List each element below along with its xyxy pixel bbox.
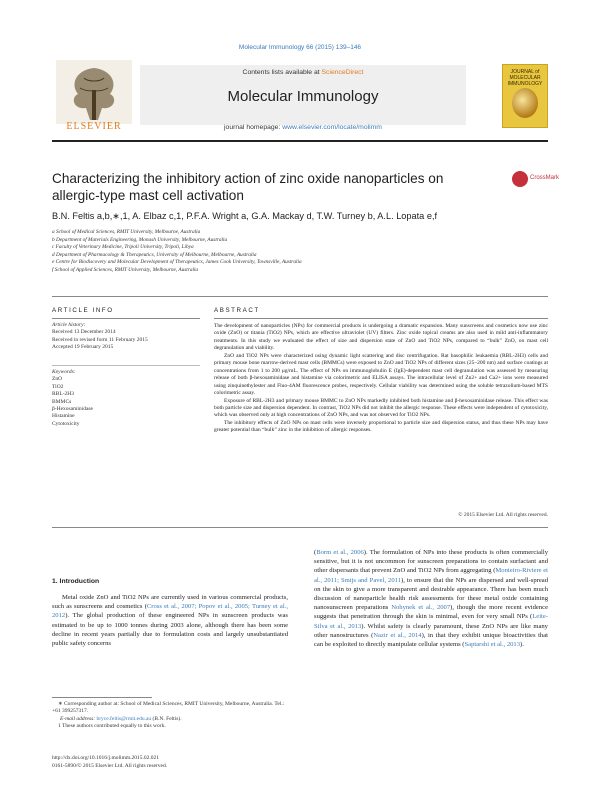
journal-cover-art bbox=[512, 88, 538, 118]
equal-contribution-note: 1 These authors contributed equally to this work. bbox=[58, 723, 166, 730]
doi-link[interactable]: http://dx.doi.org/10.1016/j.molimm.2015.02.021 bbox=[52, 755, 160, 761]
article-title: Characterizing the inhibitory action of zinc oxide nanoparticles on allergic-type mast cell activation bbox=[52, 171, 444, 203]
article-info-label: ARTICLE INFO bbox=[52, 307, 114, 314]
journal-title: Molecular Immunology bbox=[227, 88, 379, 105]
abstract-paragraph: The development of nanoparticles (NPs) for commercial products is undergoing a dramatic expansion. Many sunscreens and cosmetics now use zinc oxide (ZnO) or titania (TiO2) NPs, which are effective ultraviolet (UV) filters. Zinc oxide topical creams are also used in mild anti-inflammatory treatments. In this study we evaluated the effect of size and dispersion state of ZnO and TiO2 NPs, compared to “bulk” ZnO, on mast cell degranulation and viability. bbox=[214, 323, 548, 352]
citation-link[interactable]: Cross et al., 2007; Popov et al., 2005; Turney et al., 2012 bbox=[52, 603, 288, 620]
affiliation: c Faculty of Veterinary Medicine, Tripoli University, Tripoli, Libya bbox=[52, 244, 194, 251]
history-revised: Received in revised form 11 February 2015 bbox=[52, 336, 148, 343]
affiliations bbox=[52, 229, 548, 275]
keyword: β-Hexosaminidase bbox=[52, 406, 93, 413]
abstract-rule bbox=[214, 318, 548, 319]
body-text: ). Whilst safety is clearly paramount, these ZnO NPs are like many other nanostructures ( bbox=[314, 622, 548, 639]
citation-link[interactable]: Monteiro-Riviere et al., 2011; Smijs and Pavel, 2011 bbox=[314, 567, 548, 584]
body-text: Metal oxide ZnO and TiO2 NPs are currently used in various commercial products, such as sunscreens and cosmetics ( bbox=[52, 594, 288, 611]
abstract-bottom-rule bbox=[52, 527, 548, 528]
keywords-rule bbox=[52, 365, 200, 366]
footnotes bbox=[52, 701, 288, 731]
keyword: ZnO bbox=[52, 376, 63, 383]
body-text: ), though the more recent evidence suggests that penetration through the skin is minimal, even for very small NPs ( bbox=[314, 604, 549, 621]
elsevier-tree-logo bbox=[56, 60, 132, 124]
publisher-name: ELSEVIER bbox=[66, 121, 122, 132]
journal-cover-title: JOURNAL of MOLECULAR IMMUNOLOGY bbox=[507, 69, 543, 87]
introduction-heading: 1. Introduction bbox=[52, 578, 100, 585]
citation-link[interactable]: Borm et al., 2006 bbox=[316, 549, 364, 556]
history-received: Received 13 December 2014 bbox=[52, 329, 116, 336]
citation-link[interactable]: Saptarshi et al., 2013 bbox=[464, 641, 521, 649]
citation-link[interactable]: Leite-Silva et al., 2013 bbox=[314, 613, 548, 630]
header-divider bbox=[52, 140, 548, 142]
abstract-paragraph: ZnO and TiO2 NPs were characterized using dynamic light scattering and disc centrifugation. Rat basophilic leukaemia (RBL-2H3) cells and primary mouse bone marrow-derived mast cells (BMMCs) were exposed to ZnO and TiO2 NPs of different sizes (25–200 nm) and surface coatings at concentrations from 1 to 200 μg/mL. The effect of NPs on immunoglobulin E (IgE)-dependent mast cell degranulation was assessed by measuring release of both β-hexosaminidase and histamine via colorimetric and ELISA assays. The intracellular level of Zn2+ and Ca2+ ions were measured using zinquinethylester and Fluo-4AM fluorescence probes, respectively. Cellular viability was determined using the soluble tetrazolium-based MTS colorimetric assay. bbox=[214, 352, 548, 397]
history-accepted: Accepted 19 February 2015 bbox=[52, 344, 114, 351]
affiliation: d Department of Pharmacology & Therapeutics, University of Melbourne, Melbourne, Australia bbox=[52, 251, 257, 258]
crossmark-label[interactable]: CrossMark bbox=[530, 175, 560, 181]
affiliation: a School of Medical Sciences, RMIT University, Melbourne, Australia bbox=[52, 229, 201, 235]
email-note: E-mail address: bryce.feltis@rmit.edu.au (B.N. Feltis). bbox=[60, 715, 182, 722]
keywords-label: Keywords: bbox=[52, 369, 76, 375]
abstract-label: ABSTRACT bbox=[214, 307, 260, 314]
email-link[interactable]: bryce.feltis@rmit.edu.au bbox=[96, 715, 152, 722]
homepage-link[interactable]: www.elsevier.com/locate/molimm bbox=[282, 124, 382, 131]
body-text: ). The global production of these engineered NPs in sunscreen products was estimated to be up to 1000 tonnes during 2003 alone, although there has been some decline in recent years partially due to formulation costs and largely unsubstantiated public safety concerns bbox=[52, 612, 288, 648]
introduction-right-column bbox=[314, 548, 548, 649]
abstract-paragraph: Exposure of RBL-2H3 and primary mouse BMMC to ZnO NPs markedly inhibited both histamine and β-hexosaminidase release. This effect was both particle size and dispersion dependent. In contrast, TiO2 NPs did not inhibit the allergic response. These effects were independent of cytotoxicity, which was observed only at high concentrations of ZnO NPs, and was not observed for TiO2 NPs. bbox=[214, 397, 548, 419]
keyword: RBL-2H3 bbox=[52, 391, 74, 398]
body-text: ( bbox=[314, 549, 317, 556]
keyword: TiO2 bbox=[52, 383, 64, 390]
abstract-body bbox=[214, 323, 548, 435]
body-text: ). bbox=[520, 641, 524, 649]
body-text: ), in that they exhibit unique bioactivities that can be exploited to directly manipulate cellular systems ( bbox=[314, 631, 548, 649]
journal-reference[interactable]: Molecular Immunology 66 (2015) 139–146 bbox=[238, 44, 362, 51]
abstract-copyright: © 2015 Elsevier Ltd. All rights reserved. bbox=[458, 512, 548, 518]
keywords bbox=[52, 369, 202, 428]
affiliation: f School of Applied Sciences, RMIT University, Melbourne, Australia bbox=[52, 266, 199, 273]
sciencedirect-link[interactable]: ScienceDirect bbox=[321, 69, 364, 76]
crossmark-icon[interactable] bbox=[512, 171, 528, 187]
section-divider bbox=[52, 296, 548, 297]
abstract-paragraph: The inhibitory effects of ZnO NPs on mast cells were inversely proportional to particle size and dispersion status, and thus these NPs may have greater potential than “bulk” zinc in the inhibition of allergic responses. bbox=[214, 419, 548, 434]
keyword: Cytotoxicity bbox=[52, 420, 80, 427]
keyword: Histamine bbox=[52, 413, 75, 420]
affiliation: b Department of Materials Engineering, Monash University, Melbourne, Australia bbox=[52, 236, 228, 243]
keyword: BMMCs bbox=[52, 398, 72, 405]
article-history bbox=[52, 322, 202, 352]
contents-line: Contents lists available at ScienceDirect bbox=[242, 69, 364, 76]
journal-homepage: journal homepage: www.elsevier.com/locate/molimm bbox=[224, 124, 382, 131]
author-list: B.N. Feltis a,b,∗,1, A. Elbaz c,1, P.F.A. Wright a, G.A. Mackay d, T.W. Turney b, A.L. Lopata e,f bbox=[52, 211, 438, 221]
citation-link[interactable]: Nohynek et al., 2007 bbox=[391, 604, 451, 612]
corresponding-author-note: ∗ Corresponding author at: School of Medical Sciences, RMIT University, Melbourne, Australia. Tel.: +61 399257317. bbox=[52, 701, 285, 715]
footnote-rule bbox=[52, 697, 152, 698]
issn-copyright: 0161-5890/© 2015 Elsevier Ltd. All rights reserved. bbox=[52, 763, 168, 769]
article-info-rule bbox=[52, 318, 200, 319]
citation-link[interactable]: Nazir et al., 2014 bbox=[373, 631, 422, 639]
history-label: Article history: bbox=[52, 322, 86, 328]
introduction-left-column bbox=[52, 593, 288, 648]
affiliation: e Centre for Biodiscovery and Molecular Development of Therapeutics, James Cook University, Townsville, Australia bbox=[52, 259, 302, 266]
body-text: ). The formulation of NPs into these products is often commercially sensitive, but it is not uncommon for sunscreen preparations to contain surfactant and other dispersants that prevent ZnO and TiO2 NPs from aggregating ( bbox=[314, 549, 548, 575]
body-text: ), to ensure that the NPs are dispersed and well-spread on the skin to give a more transparent and desirable appearance. There has been much discussion of nanoparticle health risk assessments for these metal oxide containing nanosunscreen preparations bbox=[314, 576, 549, 612]
